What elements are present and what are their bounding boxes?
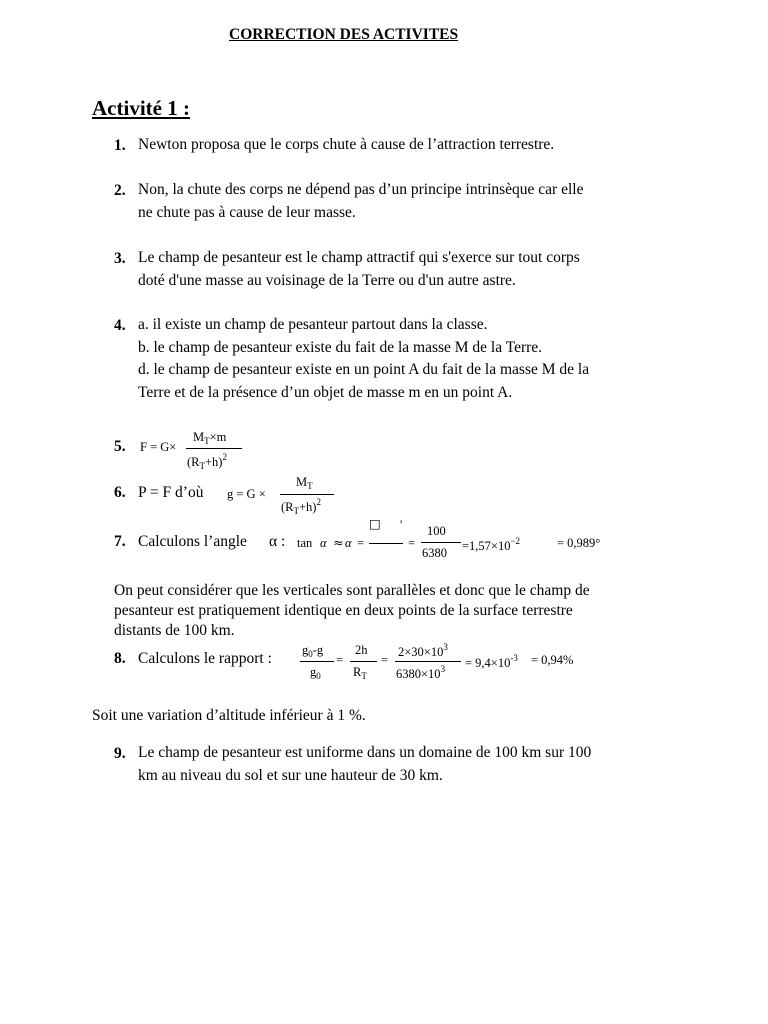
item-number: 3. [114,250,126,267]
tick-mark: ' [400,518,403,532]
fraction-numerator: $g_0-g$ [302,643,324,659]
item-number: 4. [114,317,126,334]
fraction-numerator: $M_T\times m$ [193,430,227,446]
text-line: a. il existe un champ de pesanteur partout dans la classe. [138,316,488,333]
text-line: doté d'une masse au voisinage de la Terre ou d'un autre astre. [138,271,516,289]
item-number: 9. [114,745,126,762]
text-line: distants de 100 km. [114,622,235,639]
page-title: CORRECTION DES ACTIVITES [229,26,459,43]
equals-sign: = [381,653,389,667]
result-value: = $9,4\times 10^{-3}$ [465,653,518,670]
item-1-text [138,134,554,157]
fraction-denominator: $R_T$ [353,665,367,681]
fraction-denominator: 6380 [422,546,447,560]
text-line: b. le champ de pesanteur existe du fait de la masse M de la Terre. [138,338,543,356]
text-line: Non, la chute des corps ne dépend pas d’un principe intrinsèque car elle [138,181,584,198]
result-value: $=1,57\times 10^{-2}$ [462,536,521,553]
text-line: Terre et de la présence d’un objet de masse m en un point A. [138,383,513,401]
missing-glyph-box: □ [369,516,381,531]
note-text: Soit une variation d’altitude inférieur à 1 %. [92,707,366,724]
final-result: = 0,94% [531,653,574,667]
item-4-text [138,314,589,404]
formula-lhs: F = G× [140,440,177,454]
item-2-text [138,179,583,224]
item-7-paragraph [114,581,590,641]
fraction-denominator: $6380\times 10^3$ [396,664,446,681]
fraction-bar [300,661,334,662]
item-number: 2. [114,182,126,199]
item-number: 5. [114,438,126,455]
tan-label: tan [297,536,313,550]
alpha-symbol: α [320,536,327,550]
fraction-numerator: 100 [427,524,446,538]
fraction-numerator: 2h [355,643,368,657]
fraction-denominator: $(R_T+h)^2$ [281,497,321,516]
final-result: = 0,989° [557,536,601,550]
item-number: 6. [114,484,126,501]
activity-heading: Activité 1 : [92,96,190,120]
fraction-bar [280,494,334,495]
fraction-numerator: $2\times 30\times 10^3$ [398,642,448,659]
text-line: d. le champ de pesanteur existe en un point A du fait de la masse M de la [138,361,590,378]
formula-lhs: g = G × [227,487,266,501]
fraction-numerator: $M_T$ [296,475,313,491]
text-line: Le champ de pesanteur est uniforme dans un domaine de 100 km sur 100 [138,744,592,761]
fraction-denominator: $(R_T+h)^2$ [187,452,227,471]
item-number: 8. [114,650,126,667]
text-line: Newton proposa que le corps chute à cause de l’attraction terrestre. [138,136,555,153]
fraction-bar [421,542,461,543]
item-9-text [138,742,591,787]
alpha-symbol: α [345,536,352,550]
item-7-text: Calculons l’angle [138,533,247,550]
text-line: Le champ de pesanteur est le champ attractif qui s'exerce sur tout corps [138,249,580,266]
alpha-label: α : [269,533,286,550]
fraction-denominator: $g_0$ [310,665,321,681]
item-8-text: Calculons le rapport : [138,650,272,667]
text-line: km au niveau du sol et sur une hauteur de 30 km. [138,766,443,784]
approx-sign: ≈ [333,535,344,550]
fraction-bar [350,661,377,662]
text-line: On peut considérer que les verticales sont parallèles et donc que le champ de [114,582,590,599]
item-6-text: P = F d’où [138,484,204,501]
equals-sign: = [408,536,416,550]
equals-sign: = [336,653,344,667]
text-line: ne chute pas à cause de leur masse. [138,203,356,221]
equals-sign: = [357,536,365,550]
item-3-text [138,247,580,292]
text-line: pesanteur est pratiquement identique en deux points de la surface terrestre [114,602,573,619]
fraction-bar [395,661,461,662]
fraction-bar [186,448,242,449]
item-number: 7. [114,533,126,550]
item-number: 1. [114,137,126,154]
fraction-bar [369,543,403,544]
